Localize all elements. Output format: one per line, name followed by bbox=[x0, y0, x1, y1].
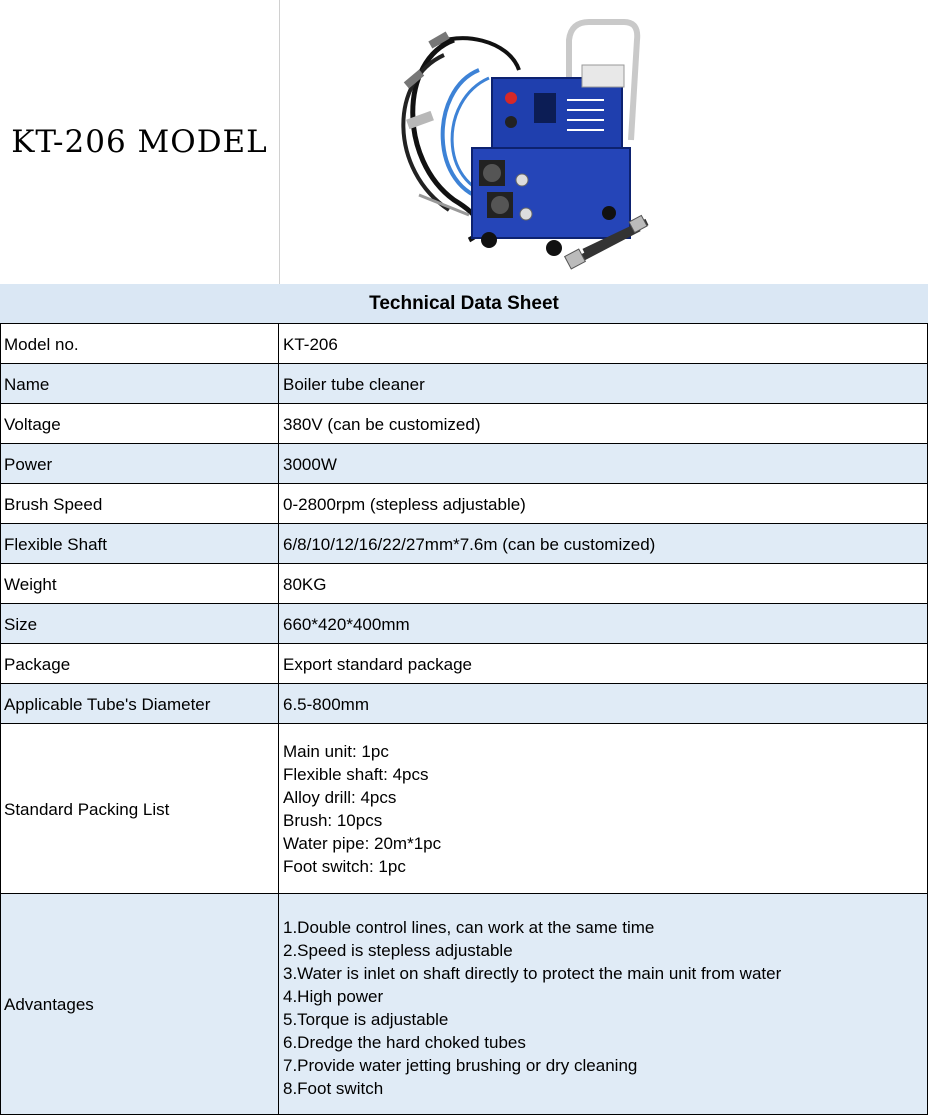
sheet-title: Technical Data Sheet bbox=[0, 284, 928, 324]
boiler-tube-cleaner-illustration bbox=[279, 0, 928, 284]
divider bbox=[0, 643, 928, 644]
divider bbox=[0, 563, 928, 564]
row-label-voltage: Voltage bbox=[4, 414, 61, 434]
row-value-size: 660*420*400mm bbox=[279, 604, 928, 644]
row-label-advantages: Advantages bbox=[0, 894, 279, 1115]
product-photo bbox=[279, 0, 928, 284]
row-value-weight: 80KG bbox=[283, 574, 327, 594]
list-item: Brush: 10pcs bbox=[283, 811, 383, 830]
list-item: Main unit: 1pc bbox=[283, 742, 389, 761]
row-value-brush-speed: 0-2800rpm (stepless adjustable) bbox=[283, 494, 526, 514]
list-item: Alloy drill: 4pcs bbox=[283, 788, 397, 807]
list-item: 1.Double control lines, can work at the same time bbox=[283, 917, 655, 937]
divider bbox=[278, 323, 279, 1115]
divider bbox=[279, 0, 280, 284]
list-item: 4.High power bbox=[283, 986, 384, 1006]
list-item: 8.Foot switch bbox=[283, 1078, 384, 1098]
packing-list bbox=[279, 724, 928, 894]
list-item: 6.Dredge the hard choked tubes bbox=[283, 1032, 526, 1052]
row-value-voltage: 380V (can be customized) bbox=[283, 414, 481, 434]
divider bbox=[0, 723, 928, 724]
divider bbox=[0, 893, 928, 894]
row-label-brush-speed: Brush Speed bbox=[4, 494, 103, 514]
row-label-flexible-shaft: Flexible Shaft bbox=[0, 524, 279, 564]
row-label-model-no: Model no. bbox=[4, 334, 79, 354]
divider bbox=[0, 323, 1, 1115]
list-item: Foot switch: 1pc bbox=[283, 857, 406, 876]
list-item: 2.Speed is stepless adjustable bbox=[283, 940, 513, 960]
list-item: 5.Torque is adjustable bbox=[283, 1009, 449, 1029]
list-item: 3.Water is inlet on shaft directly to protect the main unit from water bbox=[283, 963, 782, 983]
row-label-weight: Weight bbox=[4, 574, 57, 594]
row-label-package: Package bbox=[4, 654, 71, 674]
row-value-package: Export standard package bbox=[283, 654, 473, 674]
divider bbox=[0, 403, 928, 404]
row-value-name: Boiler tube cleaner bbox=[279, 364, 928, 404]
divider bbox=[0, 443, 928, 444]
advantages-list bbox=[279, 894, 928, 1115]
list-item: Flexible shaft: 4pcs bbox=[283, 765, 429, 784]
row-value-model-no: KT-206 bbox=[283, 334, 338, 354]
divider bbox=[0, 323, 928, 324]
row-value-flexible-shaft: 6/8/10/12/16/22/27mm*7.6m (can be customized) bbox=[279, 524, 928, 564]
row-value-power: 3000W bbox=[279, 444, 928, 484]
list-item: Water pipe: 20m*1pc bbox=[283, 834, 442, 853]
divider bbox=[0, 603, 928, 604]
row-label-packing-list: Standard Packing List bbox=[4, 799, 170, 819]
divider bbox=[0, 523, 928, 524]
model-title: KT-206 MODEL bbox=[11, 124, 268, 160]
row-label-tube-diameter: Applicable Tube's Diameter bbox=[0, 684, 279, 724]
row-label-size: Size bbox=[0, 604, 279, 644]
list-item: 7.Provide water jetting brushing or dry cleaning bbox=[283, 1055, 638, 1075]
divider bbox=[0, 483, 928, 484]
divider bbox=[0, 363, 928, 364]
row-label-name: Name bbox=[0, 364, 279, 404]
row-label-power: Power bbox=[0, 444, 279, 484]
row-value-tube-diameter: 6.5-800mm bbox=[279, 684, 928, 724]
divider bbox=[0, 683, 928, 684]
